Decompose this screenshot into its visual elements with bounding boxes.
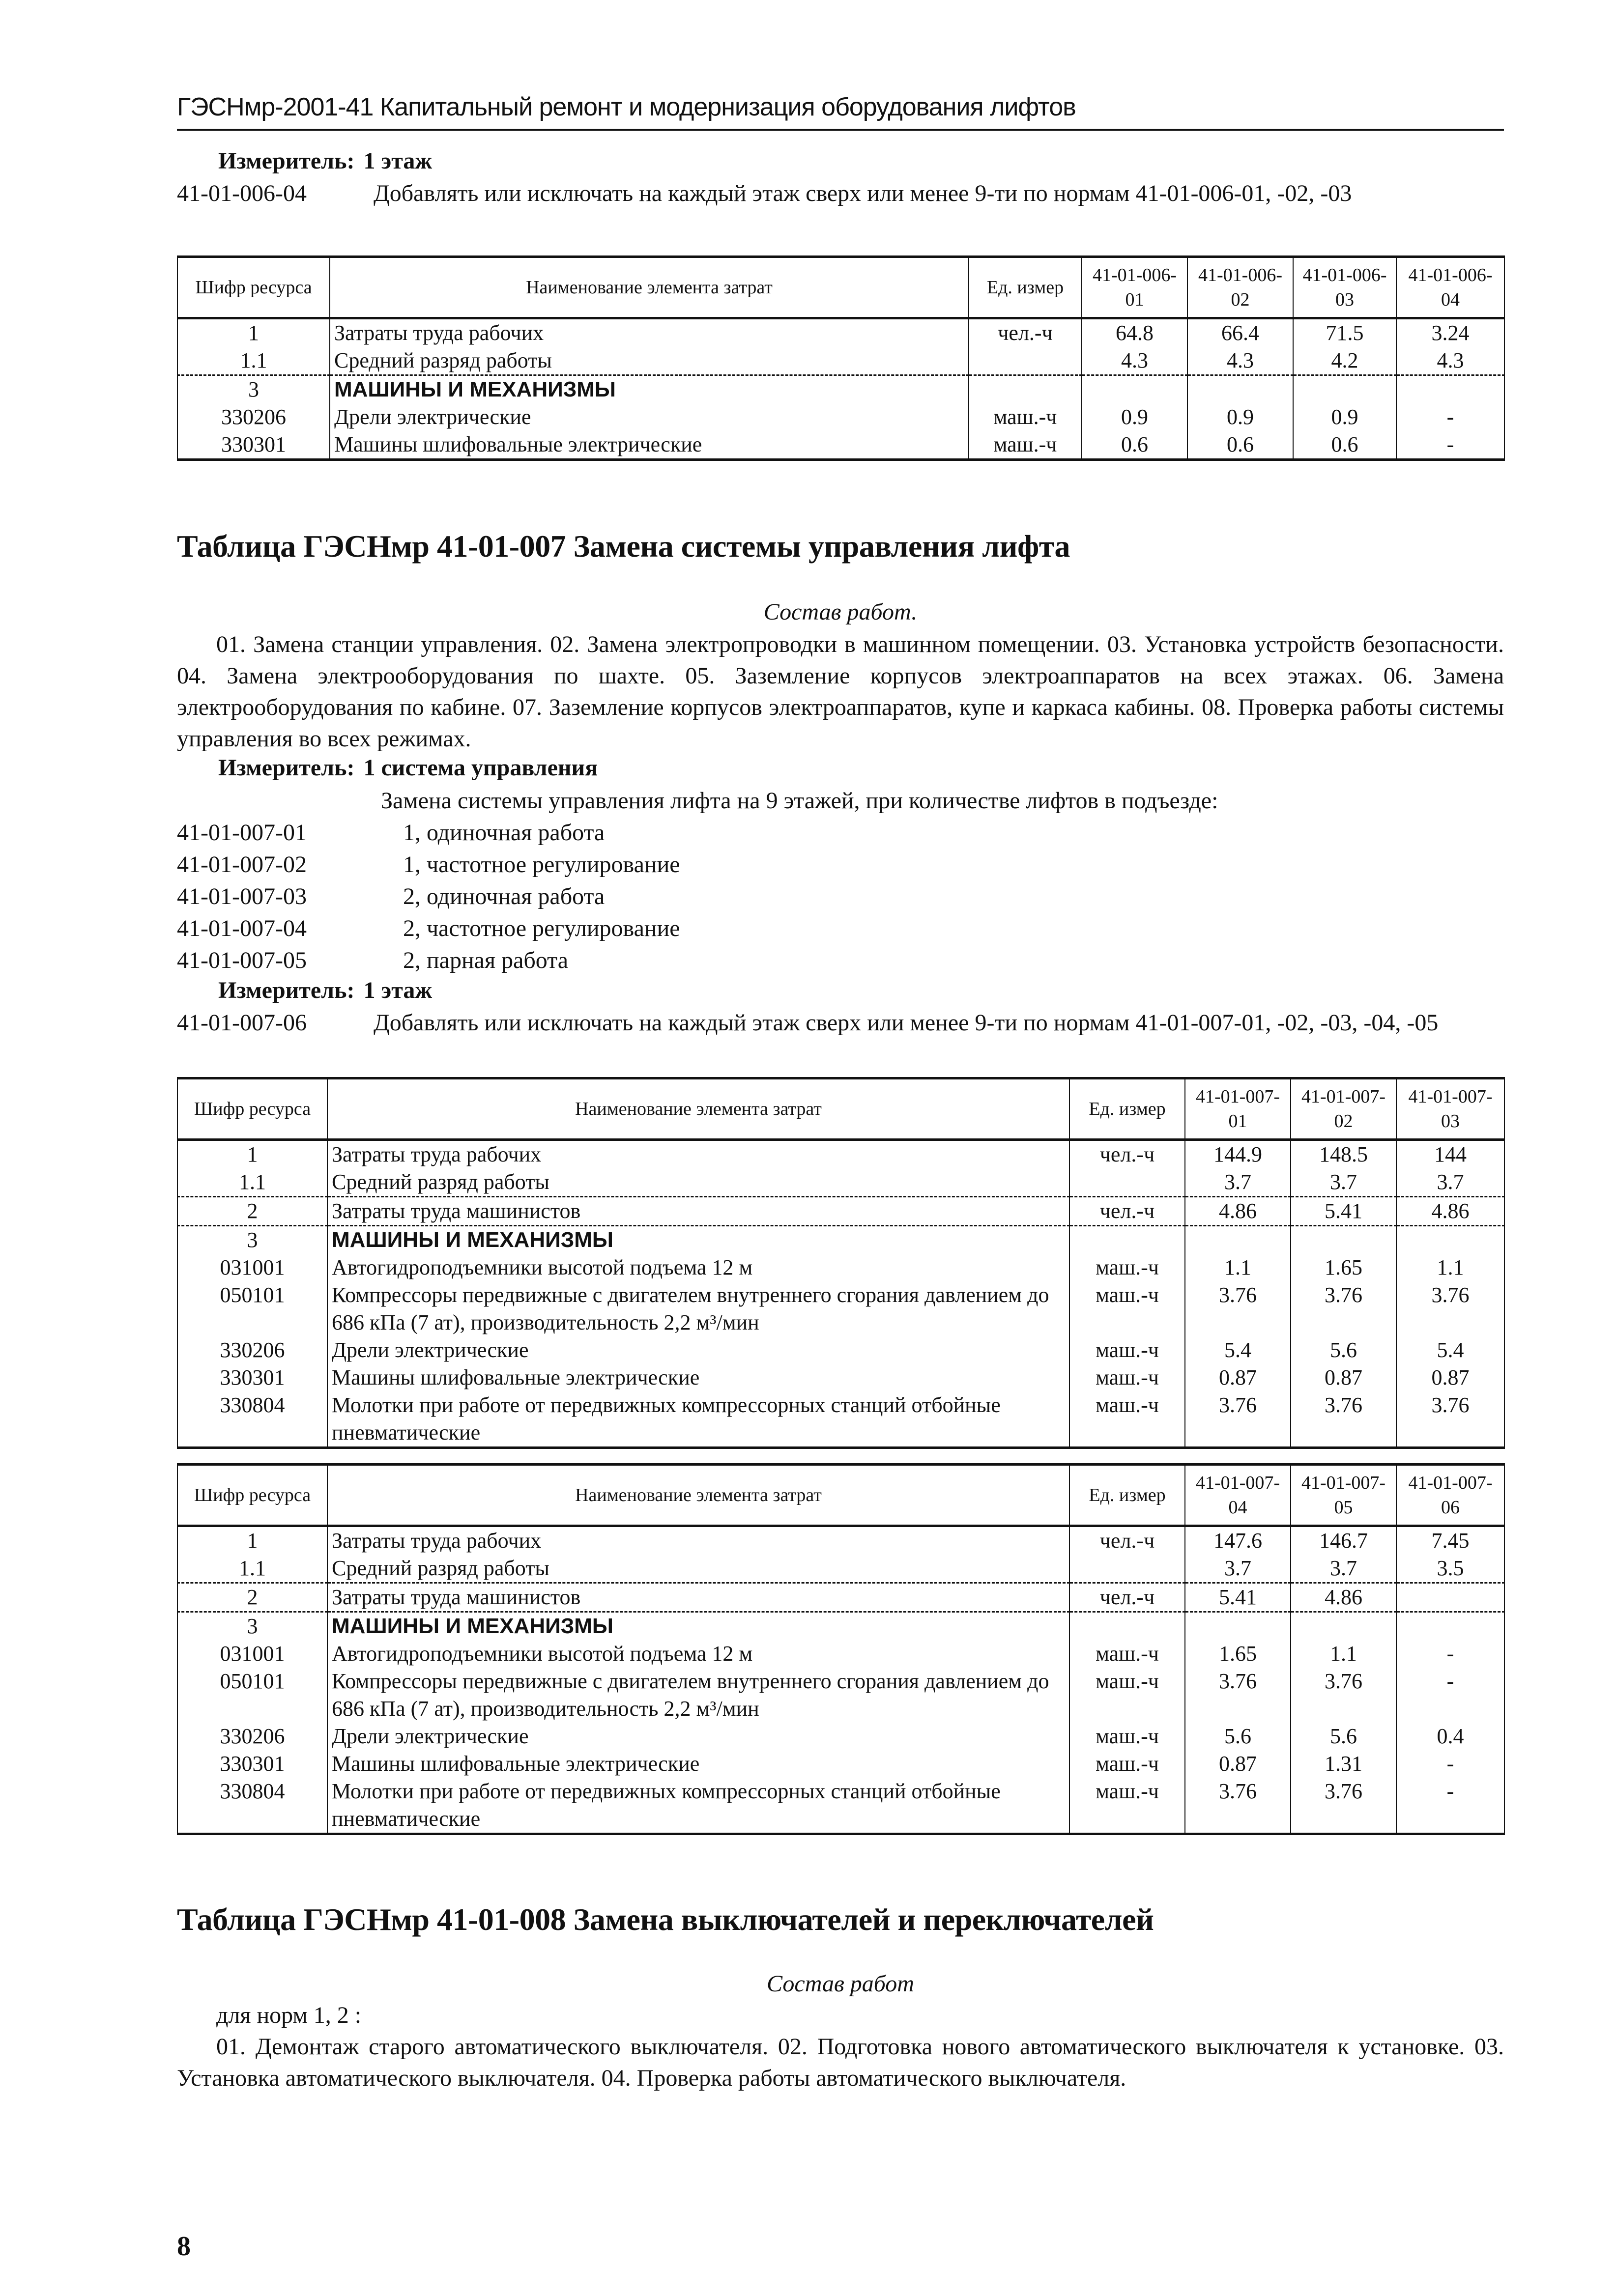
cell-name: Машины шлифовальные электрические [327,1364,1069,1391]
cell-value: 5.41 [1291,1197,1396,1226]
cell-code: 1 [177,1140,327,1169]
variant-desc: 2, частотное регулирование [403,915,680,941]
table-row [177,347,1504,375]
table-row [177,1281,1504,1336]
col-header-norm: 41-01-006-03 [1293,257,1396,318]
cell-value: 1.1 [1185,1254,1291,1281]
cell-value: 3.76 [1291,1778,1396,1834]
col-header-norm: 41-01-006-02 [1187,257,1293,318]
cell-value: 7.45 [1396,1526,1504,1555]
cell-code: 1 [177,1526,327,1555]
cell-value: 3.76 [1185,1281,1291,1336]
cell-name: Затраты труда машинистов [327,1583,1069,1612]
cell-value: 64.8 [1082,318,1187,347]
table-row [177,1364,1504,1391]
cell-unit [1069,1612,1185,1641]
cell-unit: маш.-ч [1069,1391,1185,1448]
table-row [177,403,1504,431]
cell-value: 0.87 [1185,1364,1291,1391]
cell-value [1291,1612,1396,1641]
resource-table-007-b [177,1463,1505,1835]
cell-code: 3 [177,1226,327,1254]
table-row [177,1750,1504,1778]
section-title-007: Таблица ГЭСНмр 41-01-007 Замена системы управления лифта [177,529,1070,564]
cell-value: 4.3 [1082,347,1187,375]
variant-code: 41-01-007-02 [177,851,307,878]
cell-value: 0.87 [1185,1750,1291,1778]
cell-unit: маш.-ч [1069,1723,1185,1750]
cell-code: 1 [177,318,330,347]
cell-name: Машины шлифовальные электрические [327,1750,1069,1778]
cell-value: 3.76 [1396,1391,1504,1448]
cell-value: 4.86 [1396,1197,1504,1226]
cell-value: - [1396,1640,1504,1668]
cell-name: Средний разряд работы [327,1168,1069,1197]
variant-code: 41-01-007-03 [177,883,307,909]
cell-unit: маш.-ч [1069,1668,1185,1723]
cell-value: 0.9 [1293,403,1396,431]
cell-unit [1069,1555,1185,1583]
norm-code: 41-01-007-06 [177,1010,307,1036]
cell-value: - [1396,431,1504,460]
table-row [177,1668,1504,1723]
cell-value [1396,1612,1504,1641]
table-row [177,1555,1504,1583]
cell-code: 031001 [177,1254,327,1281]
cell-value: 3.76 [1185,1778,1291,1834]
section-title-008: Таблица ГЭСНмр 41-01-008 Замена выключателей и переключателей [177,1902,1154,1937]
cell-value: 1.1 [1291,1640,1396,1668]
table-row [177,1168,1504,1197]
cell-code: 3 [177,375,330,404]
col-header-norm: 41-01-006-04 [1396,257,1504,318]
table-row [177,1391,1504,1448]
cell-name: Дрели электрические [330,403,969,431]
cell-name: Дрели электрические [327,1336,1069,1364]
cell-name: Автогидроподъемники высотой подъема 12 м [327,1254,1069,1281]
cell-name: Дрели электрические [327,1723,1069,1750]
cell-code: 050101 [177,1281,327,1336]
cell-value: 4.3 [1187,347,1293,375]
variant-item [177,817,1504,849]
cell-value: 3.7 [1291,1168,1396,1197]
cell-value: 3.76 [1291,1391,1396,1448]
table-header-row [177,1465,1504,1526]
cell-value [1082,375,1187,404]
col-header-name: Наименование элемента затрат [327,1465,1069,1526]
col-header-norm: 41-01-007-05 [1291,1465,1396,1526]
col-header-unit: Ед. измер [1069,1078,1185,1140]
cell-unit [969,375,1082,404]
variant-item [177,944,1504,976]
cell-code: 1.1 [177,1555,327,1583]
cell-value: 71.5 [1293,318,1396,347]
cell-value: 0.6 [1187,431,1293,460]
measurer-value: 1 этаж [363,977,433,1003]
cell-value: 5.6 [1291,1723,1396,1750]
cell-code: 330301 [177,431,330,460]
cell-value: 4.3 [1396,347,1504,375]
cell-value: 3.7 [1185,1555,1291,1583]
cell-name: Затраты труда машинистов [327,1197,1069,1226]
cell-unit: маш.-ч [1069,1750,1185,1778]
cell-value: 3.24 [1396,318,1504,347]
cell-value: 144 [1396,1140,1504,1169]
cell-unit: маш.-ч [1069,1778,1185,1834]
cell-code: 1.1 [177,1168,327,1197]
cell-name: Затраты труда рабочих [327,1140,1069,1169]
variant-desc: 2, одиночная работа [403,883,605,909]
table-row [177,1140,1504,1169]
cell-code: 050101 [177,1668,327,1723]
measurer-value: 1 этаж [363,148,433,174]
table-group-row [177,1612,1504,1641]
col-header-norm: 41-01-007-04 [1185,1465,1291,1526]
cell-value: 3.7 [1396,1168,1504,1197]
cell-value: 5.41 [1185,1583,1291,1612]
cell-value: 3.76 [1396,1281,1504,1336]
variant-code: 41-01-007-05 [177,947,307,973]
cell-value: 0.9 [1082,403,1187,431]
variants-intro: Замена системы управления лифта на 9 этажей, при количестве лифтов в подъезде: [381,788,1218,814]
measurer-label: Измеритель: [218,148,355,174]
cell-name: Молотки при работе от передвижных компрессорных станций отбойные пневматические [327,1391,1069,1448]
table-row [177,431,1504,460]
norm-line-007-06 [177,1007,1504,1039]
cell-unit [1069,1168,1185,1197]
running-header: ГЭСНмр-2001-41 Капитальный ремонт и модернизация оборудования лифтов [177,92,1504,131]
resource-table-007-a [177,1077,1505,1449]
cell-value [1185,1612,1291,1641]
cell-value: 0.4 [1396,1723,1504,1750]
composition-text-008: 01. Демонтаж старого автоматического выключателя. 02. Подготовка нового автоматического выключателя к установке. 03. Установка автоматического выключателя. 04. Проверка работы автоматического выключателя. [177,2034,1504,2091]
col-header-unit: Ед. измер [969,257,1082,318]
cell-value [1293,375,1396,404]
cell-code: 031001 [177,1640,327,1668]
cell-unit: маш.-ч [1069,1281,1185,1336]
cell-unit: маш.-ч [969,403,1082,431]
table-row [177,1778,1504,1834]
measurer-007-b [218,977,432,1004]
measurer-label: Измеритель: [218,755,355,781]
variant-item [177,912,1504,944]
cell-value: 3.76 [1185,1391,1291,1448]
cell-name: Средний разряд работы [327,1555,1069,1583]
cell-value: 0.9 [1187,403,1293,431]
cell-value: - [1396,1750,1504,1778]
table-header-row [177,1078,1504,1140]
norm-description: Добавлять или исключать на каждый этаж сверх или менее 9-ти по нормам 41-01-006-01, -02, -03 [374,180,1352,206]
cell-value [1291,1226,1396,1254]
col-header-norm: 41-01-007-01 [1185,1078,1291,1140]
cell-value: 0.87 [1396,1364,1504,1391]
table-group-row [177,1226,1504,1254]
cell-unit [1069,1226,1185,1254]
col-header-norm: 41-01-006-01 [1082,257,1187,318]
cell-unit: чел.-ч [1069,1197,1185,1226]
for-norms-label: для норм 1, 2 : [216,2002,362,2028]
cell-value [1185,1226,1291,1254]
col-header-norm: 41-01-007-03 [1396,1078,1504,1140]
cell-name: МАШИНЫ И МЕХАНИЗМЫ [327,1226,1069,1254]
cell-value: 4.86 [1185,1197,1291,1226]
cell-value: 5.6 [1185,1723,1291,1750]
col-header-unit: Ед. измер [1069,1465,1185,1526]
cell-code: 330804 [177,1391,327,1448]
cell-name: Компрессоры передвижные с двигателем внутреннего сгорания давлением до 686 кПа (7 ат), производительность 2,2 м³/мин [327,1668,1069,1723]
variant-desc: 1, частотное регулирование [403,851,680,878]
norm-line-006-04 [177,178,1504,209]
composition-title-007: Состав работ. [763,599,918,625]
table-row [177,1723,1504,1750]
cell-code: 1.1 [177,347,330,375]
cell-value: 4.2 [1293,347,1396,375]
table-row [177,1526,1504,1555]
col-header-norm: 41-01-007-02 [1291,1078,1396,1140]
col-header-norm: 41-01-007-06 [1396,1465,1504,1526]
cell-value: 146.7 [1291,1526,1396,1555]
composition-title-008: Состав работ [767,1971,914,1997]
col-header-code: Шифр ресурса [177,1078,327,1140]
composition-text-007: 01. Замена станции управления. 02. Замена электропроводки в машинном помещении. 03. Установка устройств безопасности. 04. Замена электрооборудования по шахте. 05. Заземление корпусов электроаппаратов на всех этажах. 06. Замена электрооборудования по кабине. 07. Заземление корпусов электроаппаратов, купе и каркаса кабины. 08. Проверка работы системы управления во всех режимах. [177,631,1504,752]
cell-unit: маш.-ч [1069,1254,1185,1281]
cell-value: 3.7 [1291,1555,1396,1583]
cell-name: Автогидроподъемники высотой подъема 12 м [327,1640,1069,1668]
table-row [177,1583,1504,1612]
cell-value: 1.65 [1185,1640,1291,1668]
cell-unit: чел.-ч [1069,1140,1185,1169]
cell-value [1396,1583,1504,1612]
table-group-row [177,375,1504,404]
cell-value: 144.9 [1185,1140,1291,1169]
variant-code: 41-01-007-04 [177,915,307,941]
cell-value: 1.31 [1291,1750,1396,1778]
cell-name: Машины шлифовальные электрические [330,431,969,460]
variant-list [177,817,1504,976]
table-row [177,318,1504,347]
cell-unit: маш.-ч [969,431,1082,460]
cell-value: 3.76 [1291,1281,1396,1336]
cell-value: 5.4 [1396,1336,1504,1364]
cell-code: 330301 [177,1364,327,1391]
cell-value: 5.4 [1185,1336,1291,1364]
cell-value: 1.65 [1291,1254,1396,1281]
table-row [177,1640,1504,1668]
norm-description: Добавлять или исключать на каждый этаж сверх или менее 9-ти по нормам 41-01-007-01, -02, -03, -04, -05 [374,1010,1439,1036]
cell-unit: маш.-ч [1069,1640,1185,1668]
cell-value: 5.6 [1291,1336,1396,1364]
cell-value: 3.76 [1291,1668,1396,1723]
cell-name: Затраты труда рабочих [327,1526,1069,1555]
variant-desc: 2, парная работа [403,947,569,973]
norm-code: 41-01-006-04 [177,180,307,206]
cell-value: 3.7 [1185,1168,1291,1197]
cell-value [1187,375,1293,404]
cell-value [1396,375,1504,404]
cell-name: Средний разряд работы [330,347,969,375]
variant-code: 41-01-007-01 [177,820,307,846]
cell-name: МАШИНЫ И МЕХАНИЗМЫ [327,1612,1069,1641]
col-header-name: Наименование элемента затрат [330,257,969,318]
col-header-code: Шифр ресурса [177,257,330,318]
cell-code: 330206 [177,403,330,431]
measurer-value: 1 система управления [363,755,598,781]
cell-unit: маш.-ч [1069,1364,1185,1391]
resource-table-006 [177,255,1505,461]
cell-value: - [1396,403,1504,431]
table-row [177,1197,1504,1226]
variant-item [177,849,1504,880]
cell-unit: маш.-ч [1069,1336,1185,1364]
cell-value: 0.6 [1293,431,1396,460]
cell-value: 3.76 [1185,1668,1291,1723]
cell-value [1396,1226,1504,1254]
cell-code: 2 [177,1197,327,1226]
cell-unit [969,347,1082,375]
measurer-006 [218,147,432,174]
cell-name: МАШИНЫ И МЕХАНИЗМЫ [330,375,969,404]
table-row [177,1336,1504,1364]
measurer-007-a [218,754,598,781]
cell-name: Молотки при работе от передвижных компрессорных станций отбойные пневматические [327,1778,1069,1834]
cell-code: 330206 [177,1723,327,1750]
cell-code: 330804 [177,1778,327,1834]
variant-item [177,880,1504,912]
cell-value: 3.5 [1396,1555,1504,1583]
cell-code: 2 [177,1583,327,1612]
cell-value: 4.86 [1291,1583,1396,1612]
cell-unit: чел.-ч [1069,1526,1185,1555]
col-header-code: Шифр ресурса [177,1465,327,1526]
page-number: 8 [177,2231,191,2262]
table-row [177,1254,1504,1281]
cell-value: 66.4 [1187,318,1293,347]
table-header-row [177,257,1504,318]
cell-value: 147.6 [1185,1526,1291,1555]
cell-code: 3 [177,1612,327,1641]
cell-value: 0.6 [1082,431,1187,460]
cell-value: 148.5 [1291,1140,1396,1169]
cell-code: 330301 [177,1750,327,1778]
cell-value: - [1396,1778,1504,1834]
cell-unit: чел.-ч [1069,1583,1185,1612]
cell-code: 330206 [177,1336,327,1364]
variant-desc: 1, одиночная работа [403,820,605,846]
cell-value: 1.1 [1396,1254,1504,1281]
cell-value: - [1396,1668,1504,1723]
cell-name: Затраты труда рабочих [330,318,969,347]
measurer-label: Измеритель: [218,977,355,1003]
cell-value: 0.87 [1291,1364,1396,1391]
col-header-name: Наименование элемента затрат [327,1078,1069,1140]
cell-unit: чел.-ч [969,318,1082,347]
cell-name: Компрессоры передвижные с двигателем внутреннего сгорания давлением до 686 кПа (7 ат), производительность 2,2 м³/мин [327,1281,1069,1336]
